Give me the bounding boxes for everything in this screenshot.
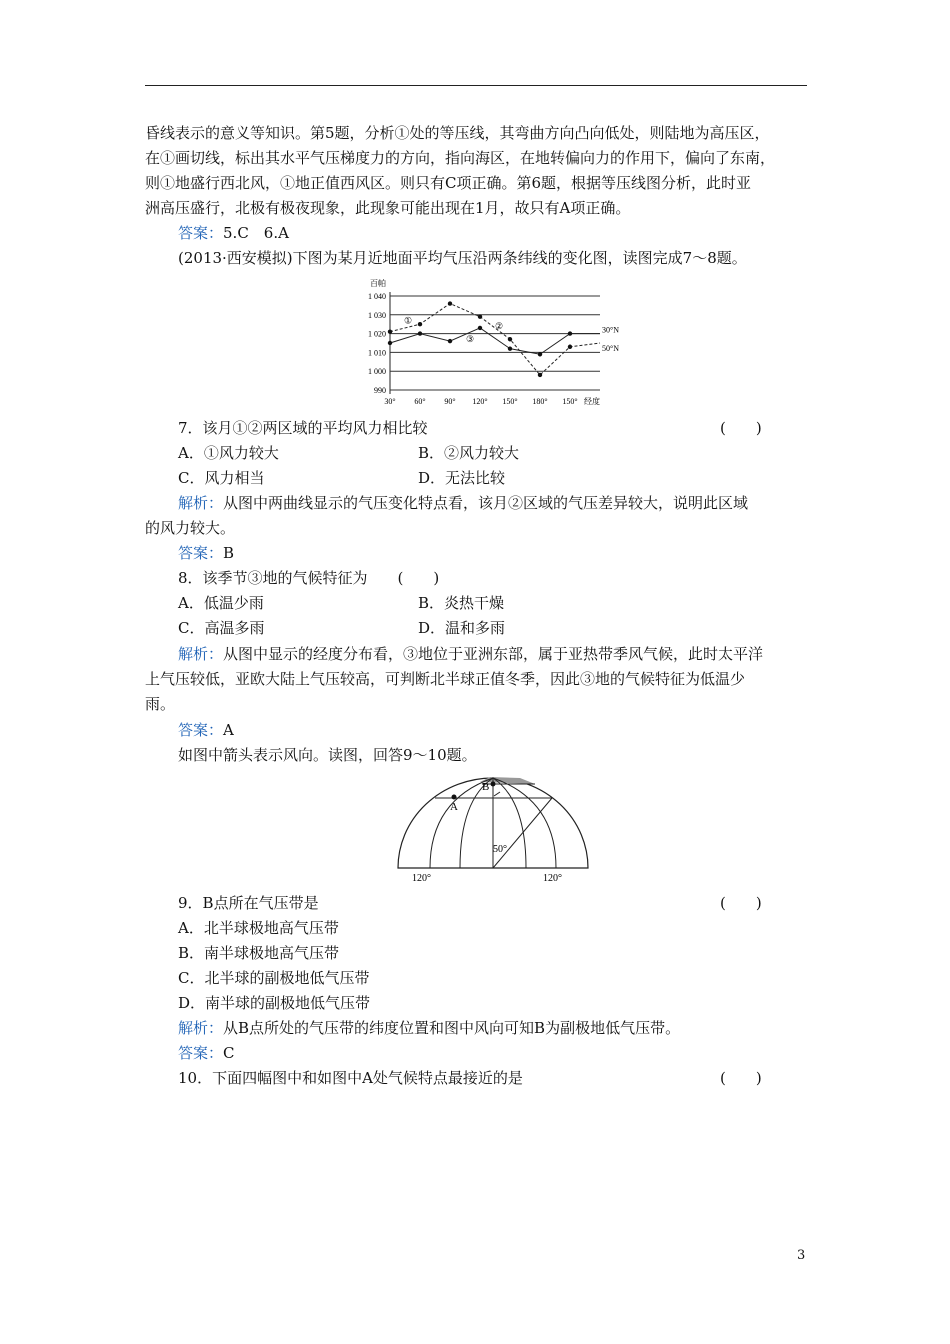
longitude-label: 120°: [412, 873, 431, 884]
x-tick-label: 120°: [472, 397, 488, 406]
q8-explanation: [178, 644, 763, 664]
q7-option: D．无法比较: [418, 469, 506, 487]
y-axis-label: 百帕: [370, 279, 386, 288]
page-number: 3: [797, 1248, 806, 1263]
q7-stem: 7．该月①②两区域的平均风力相比较: [178, 419, 428, 437]
q7-explanation: [178, 493, 748, 513]
q9-option: D．南半球的副极地低气压带: [178, 994, 371, 1012]
data-point: [508, 346, 512, 350]
explanation-text: 从图中两曲线显示的气压变化特点看，该月②区域的气压差异较大，说明此区域: [223, 494, 749, 512]
q7-answer: [178, 543, 234, 563]
q7-option: C．风力相当: [178, 469, 265, 487]
longitude-label: 120°: [543, 873, 562, 884]
answer-value: 5.C 6.A: [223, 224, 289, 242]
y-tick-label: 1 000: [368, 367, 386, 377]
q8-option: A．低温少雨: [178, 594, 264, 612]
pressure-chart: [360, 275, 630, 415]
y-tick-label: 1 040: [368, 292, 386, 301]
explanation-label: 解析：: [178, 1019, 224, 1037]
answer-label: 答案：: [178, 1044, 224, 1062]
data-point: [478, 314, 482, 318]
answer-56: [178, 223, 289, 243]
text-line: 在①画切线，标出其水平气压梯度力的方向，指向海区，在地转偏向力的作用下，偏向了东南，: [145, 149, 776, 167]
q9-stem: 9．B点所在气压带是: [178, 894, 319, 912]
explanation-text: 从B点所处的气压带的纬度位置和图中风向可知B为副极地低气压带。: [223, 1019, 681, 1037]
answer-label: 答案：: [178, 544, 224, 562]
data-point: [448, 339, 452, 343]
y-tick-label: 1 020: [368, 329, 386, 339]
q7-option: A．①风力较大: [178, 444, 279, 462]
x-tick-label: 90°: [444, 397, 456, 406]
q9-explanation: [178, 1018, 680, 1038]
text-line: 上气压较低，亚欧大陆上气压较高，可判断北半球正值冬季，因此③地的气候特征为低温少: [145, 670, 746, 688]
data-point: [448, 301, 452, 305]
answer-value: C: [223, 1044, 235, 1062]
globe-figure: [390, 770, 600, 885]
text-line: 的风力较大。: [145, 519, 236, 537]
text-line: 昏线表示的意义等知识。第5题，分析①处的等压线，其弯曲方向凸向低处，则陆地为高压区，: [145, 124, 770, 142]
explanation-label: 解析：: [178, 494, 224, 512]
data-point: [508, 337, 512, 341]
x-tick-label: 150°: [562, 397, 578, 406]
data-point: [418, 331, 422, 335]
answer-label: 答案：: [178, 224, 224, 242]
q910-intro: 如图中箭头表示风向。读图，回答9～10题。: [178, 746, 477, 764]
region-annotation: ③: [465, 335, 475, 346]
q9-option: C．北半球的副极地低气压带: [178, 969, 370, 987]
region-annotation: ②: [494, 322, 504, 333]
q9-option: A．北半球极地高气压带: [178, 919, 339, 937]
header-rule: [145, 85, 807, 86]
q8-option: C．高温多雨: [178, 619, 265, 637]
x-tick-label: 150°: [502, 397, 518, 406]
data-point: [568, 345, 572, 349]
y-tick-label: 990: [374, 386, 386, 395]
q9-paren: ( ): [720, 894, 762, 912]
data-point: [418, 322, 422, 326]
series-label: 50°N: [602, 343, 619, 353]
answer-label: 答案：: [178, 721, 224, 739]
explanation-label: 解析：: [178, 645, 224, 663]
point-a-label: A: [450, 801, 458, 813]
data-point: [478, 326, 482, 330]
q8-answer: [178, 720, 234, 740]
q10-stem: 10．下面四幅图中和如图中A处气候特点最接近的是: [178, 1069, 523, 1087]
data-point: [568, 331, 572, 335]
q8-option: B．炎热干燥: [418, 594, 505, 612]
q9-option: B．南半球极地高气压带: [178, 944, 340, 962]
region-annotation: ①: [403, 316, 413, 327]
text-line: 洲高压盛行，北极有极夜现象，此现象可能出现在1月，故只有A项正确。: [145, 199, 631, 217]
explanation-text: 从图中显示的经度分布看，③地位于亚洲东部，属于亚热带季风气候，此时太平洋: [223, 645, 764, 663]
y-tick-label: 1 010: [368, 348, 386, 358]
q8-option: D．温和多雨: [418, 619, 506, 637]
x-tick-label: 60°: [414, 397, 426, 406]
data-point: [388, 330, 392, 334]
q8-stem: 8．该季节③地的气候特征为 ( ): [178, 569, 440, 587]
q78-intro: (2013·西安模拟)下图为某月近地面平均气压沿两条纬线的变化图，读图完成7～8题。: [178, 249, 747, 267]
y-tick-label: 1 030: [368, 310, 386, 320]
q9-answer: [178, 1043, 235, 1063]
text-line: 雨。: [145, 695, 176, 713]
q7-paren: ( ): [720, 419, 762, 437]
angle-label: 50°: [493, 844, 507, 855]
answer-value: A: [223, 721, 234, 739]
text-line: 则①地盛行西北风，①地正值西风区。则只有C项正确。第6题，根据等压线图分析，此时亚: [145, 174, 752, 192]
answer-value: B: [223, 544, 235, 562]
series-line: [390, 304, 600, 375]
x-tick-label: 180°: [532, 397, 548, 406]
q7-option: B．②风力较大: [418, 444, 520, 462]
series-label: 30°N: [602, 325, 619, 335]
data-point: [538, 373, 542, 377]
data-point: [388, 341, 392, 345]
point-b-label: B: [482, 781, 490, 793]
x-axis-label: 经度: [584, 397, 600, 406]
data-point: [538, 352, 542, 356]
x-tick-label: 30°: [384, 397, 396, 406]
q10-paren: ( ): [720, 1069, 762, 1087]
